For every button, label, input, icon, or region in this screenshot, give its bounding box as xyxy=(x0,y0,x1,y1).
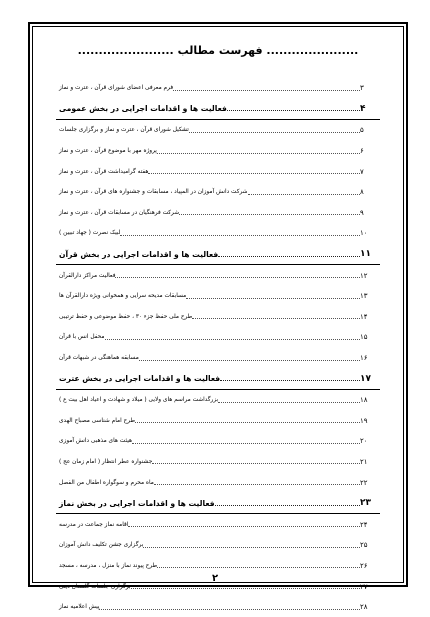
dot-leader xyxy=(120,235,360,236)
dot-leader xyxy=(115,277,360,278)
dot-leader xyxy=(192,318,360,319)
dot-leader xyxy=(152,463,360,464)
toc-title: ...................... فهرست مطالب ....................... xyxy=(77,44,359,57)
toc-entry-title: بزرگداشت مراسم های ولایی ( میلاد و شهادت و اعیاد اهل بیت ع ) xyxy=(59,397,219,404)
toc-page-number: ۲۲ xyxy=(360,478,368,487)
dot-leader xyxy=(105,339,360,340)
toc-section-row xyxy=(56,493,380,515)
toc-entry-row xyxy=(56,597,380,617)
toc-entry-row xyxy=(56,348,380,369)
toc-section-title: فعالیت ها و اقدامات اجرایی در بخش عترت xyxy=(59,374,221,384)
dot-leader xyxy=(248,194,360,195)
toc-entry-title: هفته گرامیداشت قرآن ، عترت و نماز xyxy=(59,168,149,175)
dot-leader xyxy=(132,443,360,444)
toc-entry-title: شرکت دانش آموزان در المپیاد ، مسابقات و جشنواره های قرآن ، عترت و نماز xyxy=(59,189,248,196)
toc-entry-title: مسابقات مدیحه سرایی و همخوانی ویژه دارالقرآن ها xyxy=(59,293,187,300)
toc-page-number: ۲۷ xyxy=(360,582,368,591)
dot-leader xyxy=(218,256,360,257)
dot-leader xyxy=(135,422,360,423)
toc-page-number: ۴ xyxy=(360,103,366,114)
toc-entry-row xyxy=(56,265,380,286)
toc-entry-title: هیئت های مذهبی دانش آموزی xyxy=(59,438,133,445)
dot-leader xyxy=(215,505,360,506)
toc-page-number: ۲۶ xyxy=(360,561,368,570)
toc-page-number: ۱۷ xyxy=(360,373,371,384)
toc-entry-title: اقامه نماز جماعت در مدرسه xyxy=(59,521,129,528)
toc-entry-title: فرم معرفی اعضای شورای قرآن ، عترت و نماز xyxy=(59,85,174,92)
toc-page-number: ۶ xyxy=(360,147,364,156)
toc-page-number: ۱۹ xyxy=(360,416,368,425)
toc-entry-row xyxy=(56,327,380,348)
dot-leader xyxy=(148,173,360,174)
dot-leader xyxy=(154,484,360,485)
toc-page-number: ۱۲ xyxy=(360,271,368,280)
dot-leader xyxy=(143,547,360,548)
toc-section-title: فعالیت ها و اقدامات اجرایی در بخش نماز xyxy=(59,498,215,508)
toc-entry-row xyxy=(56,472,380,493)
toc-page-number: ۲۸ xyxy=(360,603,368,612)
toc-page-number: ۱۱ xyxy=(360,249,371,260)
toc-entry-title: طرح ملی حفظ جزء ۳۰ ، حفظ موضوعی و حفظ ترتیبی xyxy=(59,313,193,320)
dot-leader xyxy=(157,567,360,568)
toc-entry-title: طرح امام شناسی مصباح الهدی xyxy=(59,417,136,424)
toc-entry-title: پیش اعلامیه نماز xyxy=(59,604,100,611)
toc-page-number: ۲۵ xyxy=(360,541,368,550)
toc-page-number: ۱۴ xyxy=(360,312,368,321)
toc-entry-row xyxy=(56,452,380,473)
toc-page-number: ۸ xyxy=(360,188,364,197)
dot-leader xyxy=(186,298,360,299)
dot-leader xyxy=(128,526,360,527)
toc-entry-row xyxy=(56,535,380,556)
toc-page-number: ۲۰ xyxy=(360,437,368,446)
toc-section-title: فعالیت ها و اقدامات اجرایی در بخش عمومی xyxy=(59,104,227,114)
toc-entry-title: فعالیت مراکز دارالقرآن xyxy=(59,272,116,279)
toc-entry-row xyxy=(56,182,380,203)
toc-page-number: ۲۴ xyxy=(360,520,368,529)
toc-entry-row xyxy=(56,286,380,307)
toc-entry-row xyxy=(56,514,380,535)
dot-leader xyxy=(218,402,360,403)
toc-entry-row xyxy=(56,223,380,244)
toc-entry-title: جشنواره عطر انتظار ( امام زمان عج ) xyxy=(59,458,153,465)
toc-page-number: ۳ xyxy=(360,84,364,93)
toc-entry-title: برگزاری جشن تکلیف دانش آموزان xyxy=(59,542,144,549)
toc-entry-title: تشکیل شورای قرآن ، عترت و نماز و برگزاری جلسات xyxy=(59,127,189,134)
toc-entry-row xyxy=(56,411,380,432)
toc-entry-title: برگزاری جلسات گلستان دینی xyxy=(59,583,131,590)
toc-entry-title: محفل انس با قرآن xyxy=(59,334,105,341)
toc-entry-row xyxy=(56,120,380,141)
toc-entry-row xyxy=(56,161,380,182)
dot-leader xyxy=(189,132,360,133)
dot-leader xyxy=(139,360,360,361)
toc-page-number: ۱۳ xyxy=(360,292,368,301)
toc-section-title: فعالیت ها و اقدامات اجرایی در بخش قرآن xyxy=(59,249,219,259)
toc-section-row xyxy=(56,99,380,121)
dot-leader xyxy=(220,380,360,381)
toc-entry-row xyxy=(56,78,380,99)
dot-leader xyxy=(131,588,360,589)
toc-entry-row xyxy=(56,203,380,224)
toc-entry-title: مسابقه هماهنگی در شبهات قرآن xyxy=(59,355,139,362)
dot-leader xyxy=(227,110,360,111)
toc-entry-title: ماه محرم و سوگواره اطفال من الفصل xyxy=(59,479,154,486)
toc-section-row xyxy=(56,244,380,266)
toc-entry-row xyxy=(56,307,380,328)
dot-leader xyxy=(157,153,360,154)
dot-leader xyxy=(179,214,360,215)
dot-leader xyxy=(99,609,360,610)
toc-entry-title: شرکت فرهنگیان در مسابقات قرآن ، عترت و نماز xyxy=(59,209,180,216)
toc-page-number: ۱۵ xyxy=(360,333,368,342)
toc-entry-title: لبیک نصرت ( جهاد تبیین ) xyxy=(59,230,121,237)
toc-page-number: ۹ xyxy=(360,208,364,217)
toc-entry-row xyxy=(56,141,380,162)
dot-leader xyxy=(173,90,360,91)
toc-entry-title: طرح پیوند نماز با منزل ، مدرسه ، مسجد xyxy=(59,562,158,569)
toc-list xyxy=(56,78,380,617)
toc-page-number: ۵ xyxy=(360,126,364,135)
toc-entry-row xyxy=(56,390,380,411)
toc-page-number: ۲۳ xyxy=(360,498,371,509)
toc-page-number: ۲۱ xyxy=(360,457,368,466)
page-number: ۲ xyxy=(211,573,219,584)
toc-page-number: ۱۰ xyxy=(360,229,368,238)
toc-entry-title: پروژه مهر با موضوع قرآن ، عترت و نماز xyxy=(59,148,157,155)
toc-page-number: ۱۶ xyxy=(360,354,368,363)
toc-page-number: ۷ xyxy=(360,167,364,176)
toc-section-row xyxy=(56,368,380,390)
toc-page-number: ۱۸ xyxy=(360,396,368,405)
toc-entry-row xyxy=(56,431,380,452)
